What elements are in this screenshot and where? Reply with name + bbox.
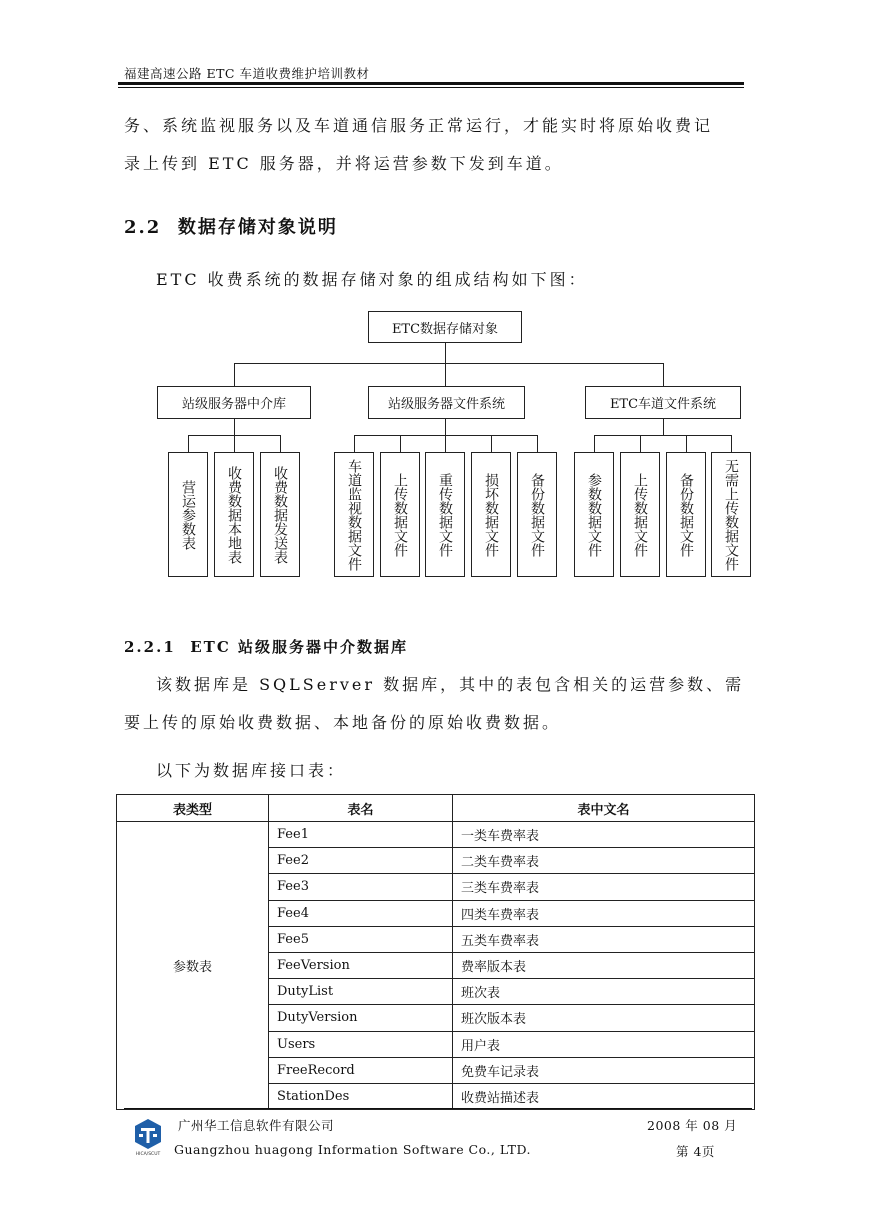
diagram-leaf-node: 车道监视数据文件 — [334, 452, 374, 577]
intro-line-1: 务、系统监视服务以及车道通信服务正常运行，才能实时将原始收费记 — [124, 116, 714, 135]
diagram-connector-h — [234, 363, 664, 364]
section-2-2-1-para-line-1: 该数据库是 SQLServer 数据库，其中的表包含相关的运营参数、需 — [156, 675, 745, 694]
diagram-group-node: 站级服务器文件系统 — [368, 386, 525, 419]
footer-rule — [124, 1108, 752, 1109]
col-header-name: 表名 — [269, 795, 453, 822]
table-name-cell: DutyVersion — [269, 1005, 453, 1031]
diagram-leaf-node: 重传数据文件 — [425, 452, 465, 577]
table-name-cell: FeeVersion — [269, 952, 453, 978]
table-name-cell: Fee5 — [269, 926, 453, 952]
table-header-row — [117, 795, 755, 822]
diagram-leaf-node: 收费数据发送表 — [260, 452, 300, 577]
diagram-leaf-node: 无需上传数据文件 — [711, 452, 751, 577]
diagram-leaf-node: 上传数据文件 — [620, 452, 660, 577]
diagram-leaf-node: 上传数据文件 — [380, 452, 420, 577]
footer-page-number: 第 4页 — [676, 1144, 715, 1159]
col-header-type: 表类型 — [117, 795, 269, 822]
table-cname-cell: 收费站描述表 — [453, 1083, 755, 1109]
section-2-2-1-para-line-2: 要上传的原始收费数据、本地备份的原始收费数据。 — [124, 713, 562, 732]
diagram-leaf-node: 备份数据文件 — [666, 452, 706, 577]
table-cname-cell: 费率版本表 — [453, 952, 755, 978]
section-title: ETC 站级服务器中介数据库 — [190, 638, 408, 656]
table-cname-cell: 二类车费率表 — [453, 848, 755, 874]
table-name-cell: Fee2 — [269, 848, 453, 874]
diagram-group-node: ETC车道文件系统 — [585, 386, 741, 419]
table-cname-cell: 班次版本表 — [453, 1005, 755, 1031]
diagram-group-node: 站级服务器中介库 — [157, 386, 311, 419]
footer-company-en: Guangzhou huagong Information Software Co., LTD. — [174, 1142, 532, 1157]
document-header-title: 福建高速公路 ETC 车道收费维护培训教材 — [124, 66, 370, 81]
diagram-root-node: ETC数据存储对象 — [368, 311, 522, 343]
table-intro-text: 以下为数据库接口表： — [156, 761, 347, 780]
footer-date: 2008 年 08 月 — [647, 1118, 738, 1133]
logo-icon — [133, 1118, 163, 1156]
intro-line-2: 录上传到 ETC 服务器，并将运营参数下发到车道。 — [124, 154, 564, 173]
section-heading-2-2 — [124, 213, 338, 239]
section-title: 数据存储对象说明 — [177, 217, 338, 238]
table-name-cell: Fee1 — [269, 822, 453, 848]
table-cname-cell: 一类车费率表 — [453, 822, 755, 848]
company-logo — [133, 1118, 163, 1156]
table-row — [117, 822, 755, 848]
diagram-leaf-node: 备份数据文件 — [517, 452, 557, 577]
table-cname-cell: 四类车费率表 — [453, 900, 755, 926]
table-cname-cell: 班次表 — [453, 979, 755, 1005]
table-name-cell: Users — [269, 1031, 453, 1057]
table-cname-cell: 免费车记录表 — [453, 1057, 755, 1083]
table-name-cell: Fee3 — [269, 874, 453, 900]
table-cname-cell: 三类车费率表 — [453, 874, 755, 900]
section-2-2-paragraph: ETC 收费系统的数据存储对象的组成结构如下图： — [156, 270, 588, 289]
diagram-leaf-node: 损坏数据文件 — [471, 452, 511, 577]
svg-text:HICA/SCUT: HICA/SCUT — [135, 1152, 161, 1156]
table-name-cell: DutyList — [269, 979, 453, 1005]
diagram-leaf-node: 营运参数表 — [168, 452, 208, 577]
table-cname-cell: 用户表 — [453, 1031, 755, 1057]
section-number: 2.2 — [124, 217, 162, 238]
table-name-cell: Fee4 — [269, 900, 453, 926]
header-rule-thick — [118, 82, 744, 85]
col-header-cname: 表中文名 — [453, 795, 755, 822]
interface-table — [116, 794, 755, 1110]
section-number: 2.2.1 — [124, 638, 176, 656]
table-category-cell: 参数表 — [117, 822, 269, 1110]
footer-company-cn: 广州华工信息软件有限公司 — [178, 1118, 335, 1133]
table-cname-cell: 五类车费率表 — [453, 926, 755, 952]
table-name-cell: FreeRecord — [269, 1057, 453, 1083]
diagram-leaf-node: 收费数据本地表 — [214, 452, 254, 577]
diagram-leaf-node: 参数数据文件 — [574, 452, 614, 577]
header-rule-thin — [118, 87, 744, 88]
section-heading-2-2-1 — [124, 636, 408, 657]
table-name-cell: StationDes — [269, 1083, 453, 1109]
